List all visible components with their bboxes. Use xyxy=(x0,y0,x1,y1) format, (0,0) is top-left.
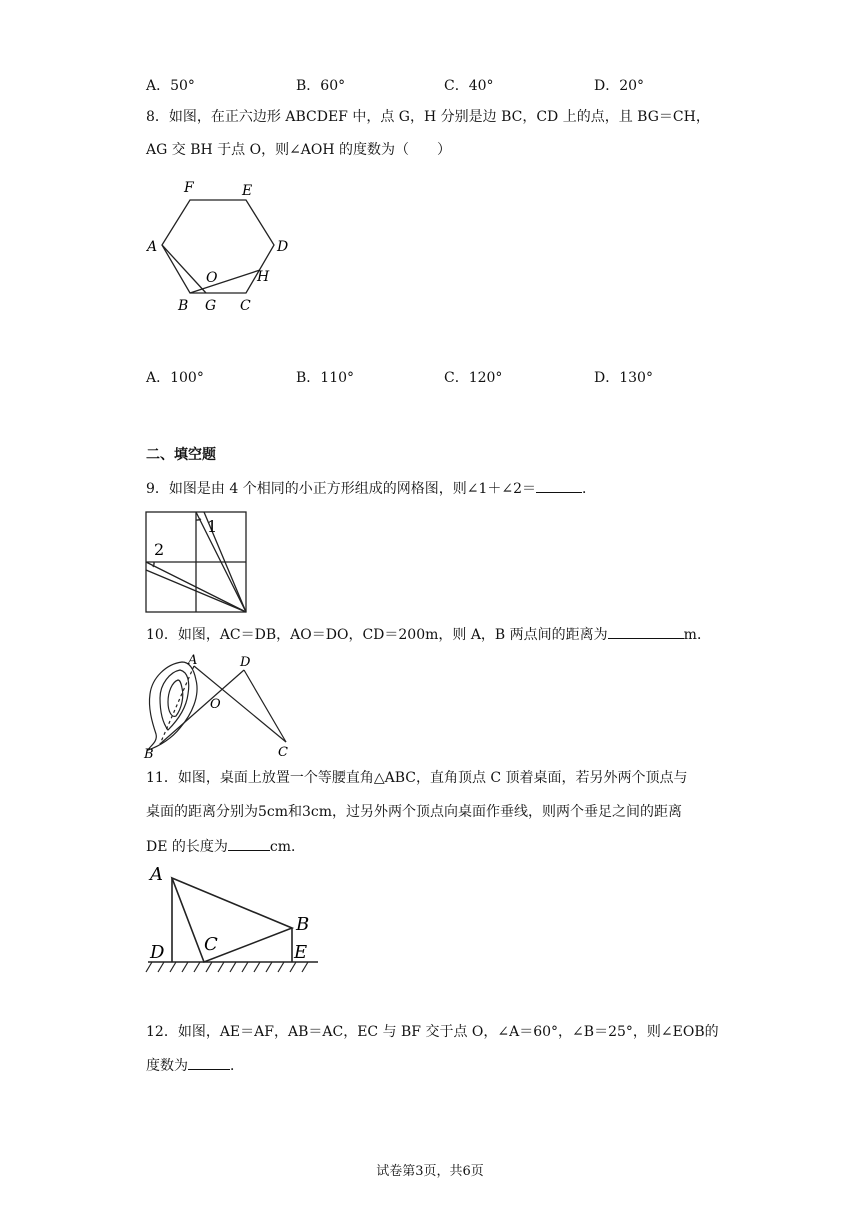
label-a: A xyxy=(188,653,198,668)
q12-text-before: 度数为 xyxy=(146,1058,188,1074)
pond-contour-outer xyxy=(148,662,197,750)
label-b: B xyxy=(144,747,154,762)
q11-text-after: cm． xyxy=(269,839,306,855)
q9-grid-figure xyxy=(144,510,250,614)
label-h: H xyxy=(257,269,270,285)
label-b: B xyxy=(296,914,310,935)
label-d: D xyxy=(240,655,251,670)
segment-ac xyxy=(194,666,286,742)
label-o: O xyxy=(210,697,221,712)
q8-option-a: A．100° xyxy=(146,370,204,386)
angle-1-arc xyxy=(196,519,201,520)
q11-answer-blank[interactable] xyxy=(228,836,270,851)
q7-option-c: C．40° xyxy=(444,78,494,94)
q10-stem xyxy=(146,624,711,645)
q12-answer-blank[interactable] xyxy=(188,1055,230,1070)
triangle-abc xyxy=(172,878,292,962)
q7-option-d: D．20° xyxy=(594,78,645,94)
q8-option-b: B．110° xyxy=(296,370,355,386)
pond-contour-middle xyxy=(160,670,189,730)
pond-contour-inner xyxy=(168,680,183,716)
q10-answer-blank[interactable] xyxy=(608,624,684,639)
segment-ag xyxy=(162,245,206,293)
q9-text-after: ． xyxy=(582,481,596,497)
q8-option-d: D．130° xyxy=(594,370,653,386)
label-f: F xyxy=(184,180,194,196)
q11-stem-line3 xyxy=(146,836,305,857)
q12-stem-line1: 12．如图，AE＝AF，AB＝AC，EC 与 BF 交于点 O，∠A＝60°，∠B＝25°，则∠EOB的 xyxy=(146,1024,719,1040)
q10-text-before: 10．如图，AC＝DB，AO＝DO，CD＝200m，则 A，B 两点间的距离为 xyxy=(146,627,608,643)
q7-option-b: B．60° xyxy=(296,78,346,94)
q10-text-after: m． xyxy=(683,627,711,643)
label-a: A xyxy=(150,864,163,885)
section-title: 二、填空题 xyxy=(146,447,216,463)
q11-stem-line2: 桌面的距离分别为5cm和3cm，过另外两个顶点向桌面作垂线，则两个垂足之间的距离 xyxy=(146,804,683,820)
angle-2-label: 2 xyxy=(154,540,165,559)
q11-figure xyxy=(140,860,322,980)
label-d: D xyxy=(277,239,289,255)
label-o: O xyxy=(206,270,218,286)
q8-stem-line1: 8．如图，在正六边形 ABCDEF 中，点 G，H 分别是边 BC，CD 上的点，且 BG＝CH， xyxy=(146,109,710,125)
segment-bh xyxy=(190,270,260,293)
segment-bd xyxy=(160,670,244,744)
q8-option-c: C．120° xyxy=(444,370,503,386)
label-c: C xyxy=(204,934,218,955)
q9-answer-blank[interactable] xyxy=(536,478,582,493)
segment-dc xyxy=(244,670,286,742)
label-e: E xyxy=(294,942,308,963)
q12-text-after: ． xyxy=(230,1058,244,1074)
q11-stem-line1: 11．如图，桌面上放置一个等腰直角△ABC，直角顶点 C 顶着桌面，若另外两个顶点与 xyxy=(146,770,688,786)
label-c: C xyxy=(278,745,288,760)
angle-2-arc xyxy=(153,562,154,567)
label-g: G xyxy=(205,298,217,314)
label-c: C xyxy=(240,298,251,314)
q9-stem xyxy=(146,478,596,499)
label-b: B xyxy=(178,298,189,314)
q11-text-before: DE 的长度为 xyxy=(146,839,228,855)
tabletop-hatch xyxy=(146,962,308,972)
label-e: E xyxy=(242,183,253,199)
q10-figure xyxy=(140,650,300,762)
q9-text-before: 9．如图是由 4 个相同的小正方形组成的网格图，则∠1＋∠2＝ xyxy=(146,481,536,497)
angle-1-label: 1 xyxy=(207,517,218,536)
q12-stem-line2 xyxy=(146,1055,244,1076)
q8-hexagon-figure xyxy=(140,175,300,320)
label-d: D xyxy=(150,942,165,963)
page-footer: 试卷第3页，共6页 xyxy=(376,1164,484,1179)
label-a: A xyxy=(147,239,158,255)
q7-option-a: A．50° xyxy=(146,78,195,94)
q8-stem-line2: AG 交 BH 于点 O，则∠AOH 的度数为（ ） xyxy=(146,142,452,158)
